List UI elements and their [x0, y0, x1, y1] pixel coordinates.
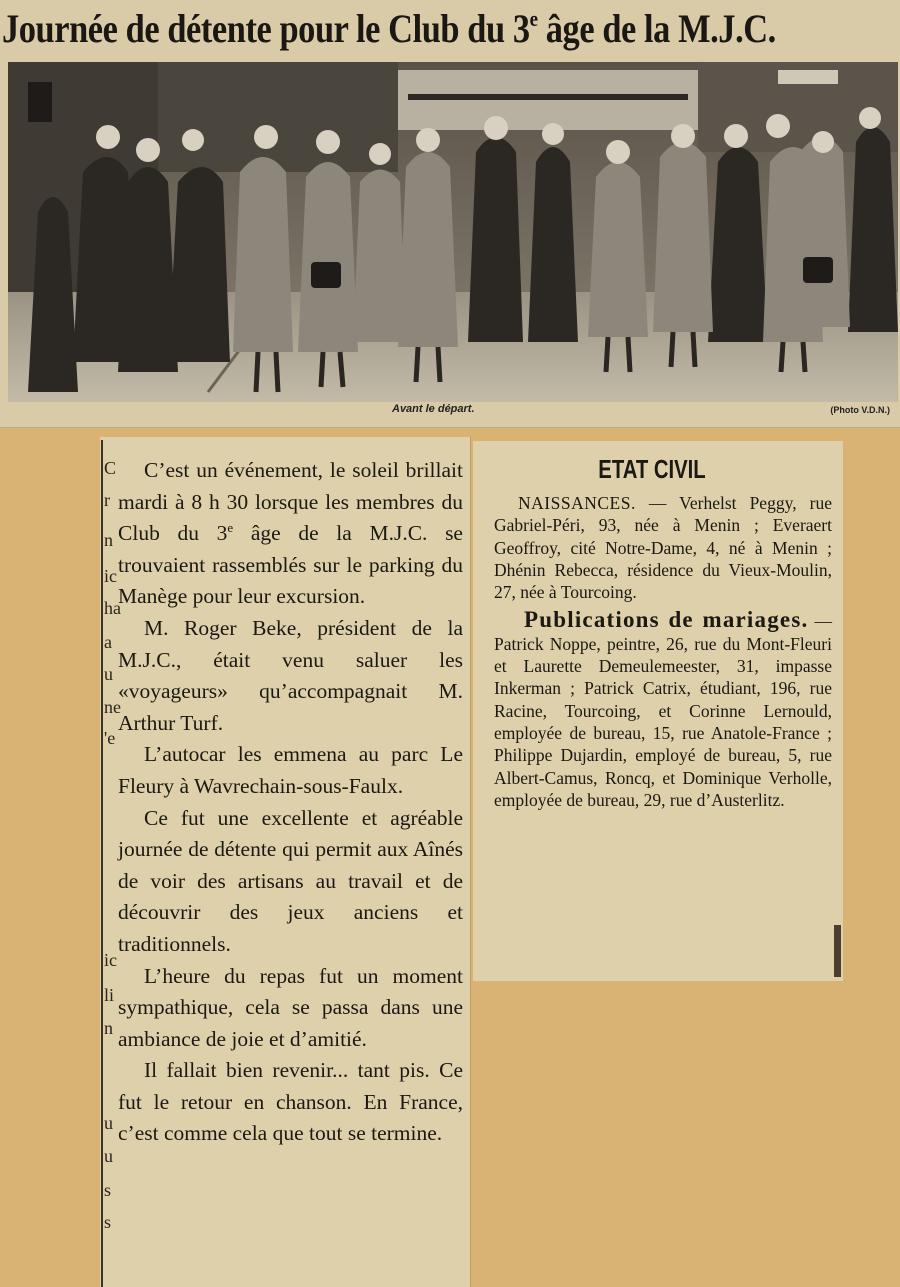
margin-fragment: u — [104, 1113, 113, 1133]
article-paragraph: C’est un événement, le soleil brillait mardi à 8 h 30 lorsque les membres du Club du 3e âge de la M.J.C. se trouvaient rassemblés sur le parking du Manège pour leur excursion. — [118, 458, 463, 609]
margin-fragment: ha — [104, 598, 121, 618]
margin-fragment: 'e — [104, 728, 116, 748]
publications-heading: Publications de mariages. — [524, 607, 809, 633]
article-paragraph: L’autocar les emmena au parc Le Fleury à Wavrechain-sous-Faulx. — [118, 742, 463, 798]
group-photo — [8, 62, 898, 402]
naissances-heading: NAISSANCES. — [518, 493, 636, 513]
photo-caption: Avant le départ. — [392, 403, 475, 415]
margin-fragment: n — [104, 530, 113, 550]
etat-civil-title: ETAT CIVIL — [598, 454, 706, 484]
etat-civil-body — [494, 492, 832, 811]
article-paragraph: M. Roger Beke, président de la M.J.C., était venu saluer les «voyageurs» qu’accompagnait M. Arthur Turf. — [118, 615, 463, 735]
article-paragraph: L’heure du repas fut un moment sympathique, cela se passa dans une ambiance de joie et d’amitié. — [118, 963, 463, 1051]
margin-fragment: s — [104, 1180, 112, 1200]
margin-fragment: u — [104, 664, 113, 684]
article-paragraph: Ce fut une excellente et agréable journée de détente qui permit aux Aînés de voir des artisans au travail et de découvrir des jeux anciens et traditionnels. — [118, 805, 463, 956]
margin-fragment: ic — [104, 950, 117, 970]
headline: Journée de détente pour le Club du 3e âge de la M.J.C. — [2, 6, 776, 51]
naissances-paragraph: NAISSANCES. — Verhelst Peggy, rue Gabriel-Péri, 93, née à Menin ; Everaert Geoffroy, cité Notre-Dame, 4, né à Menin ; Dhénin Rebecca, résidence du Vieux-Moulin, 27, née à Tourcoing. — [494, 493, 832, 603]
column-rule — [101, 440, 103, 1287]
article-body — [118, 455, 463, 1150]
publications-paragraph: Publications de mariages. — Patrick Noppe, peintre, 26, rue du Mont-Fleuri et Laurette Demeulemeester, 31, impasse Inkerman ; Patrick Catrix, étudiant, 196, rue Racine, Tourcoing, et Corinne Lernould, employée de bureau, 15, rue Anatole-France ; Philippe Dujardin, employé de bureau, 5, rue Albert-Camus, Roncq, et Dominique Verholle, employée de bureau, 29, rue d’Austerlitz. — [494, 607, 832, 810]
margin-fragment: r — [104, 490, 110, 510]
margin-fragment: ic — [104, 566, 117, 586]
clipping-edge-mark — [834, 925, 841, 977]
margin-fragment: ne — [104, 697, 121, 717]
margin-fragment: u — [104, 1146, 113, 1166]
margin-fragment: a — [104, 632, 112, 652]
margin-fragment: C — [104, 458, 117, 478]
margin-fragment: li — [104, 985, 115, 1005]
margin-fragment: s — [104, 1212, 112, 1232]
photo-credit: (Photo V.D.N.) — [830, 405, 890, 415]
margin-fragment: n — [104, 1018, 113, 1038]
article-paragraph: Il fallait bien revenir... tant pis. Ce fut le retour en chanson. En France, c’est comme cela que tout se termine. — [118, 1058, 463, 1146]
